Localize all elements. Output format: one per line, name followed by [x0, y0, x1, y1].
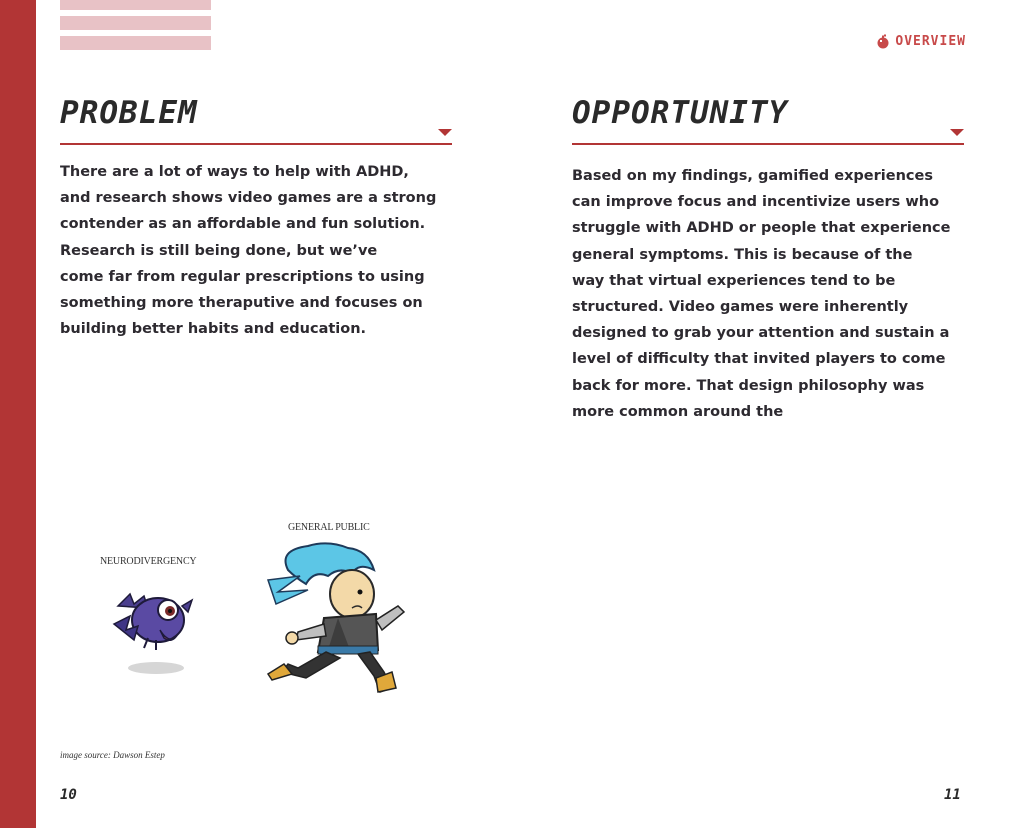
section-label-text: OVERVIEW	[895, 34, 966, 49]
heading-rule	[60, 143, 452, 145]
paragraph-line: Research is still being done, but we’ve	[60, 242, 378, 259]
page-number-left: 10	[60, 787, 77, 803]
heading-rule	[572, 143, 964, 145]
opportunity-paragraph	[572, 163, 968, 425]
stripe	[60, 0, 211, 10]
paragraph-line: building better habits and education.	[60, 321, 367, 338]
stripe	[60, 36, 211, 50]
paragraph-line: designed to grab your attention and sustain a	[572, 325, 950, 342]
paragraph-line: more common around the	[572, 403, 784, 420]
problem-paragraph	[60, 159, 456, 342]
paragraph-line: general symptoms. This is because of the	[572, 246, 913, 263]
stripe	[60, 16, 211, 30]
bomb-icon	[876, 34, 890, 49]
paragraph-line: structured. Video games were inherently	[572, 299, 909, 316]
paragraph-line: way that virtual experiences tend to be	[572, 272, 896, 289]
paragraph-line: contender as an affordable and fun solution.	[60, 216, 426, 233]
paragraph-line: level of difficulty that invited players to come	[572, 351, 946, 368]
paragraph-line: There are a lot of ways to help with ADHD,	[60, 164, 409, 180]
triangle-marker-icon	[950, 129, 964, 136]
paragraph-line: something more theraputive and focuses on	[60, 295, 423, 312]
triangle-marker-icon	[438, 129, 452, 136]
page-number-right: 11	[944, 787, 961, 803]
running-character-illustration	[248, 540, 418, 700]
paragraph-line: back for more. That design philosophy was	[572, 377, 925, 394]
page-edge-band	[0, 0, 36, 828]
paragraph-line: can improve focus and incentivize users who	[572, 194, 940, 211]
decorative-stripes	[60, 0, 211, 56]
bat-creature-illustration	[108, 576, 198, 678]
paragraph-line: come far from regular prescriptions to using	[60, 268, 425, 285]
paragraph-line: and research shows video games are a strong	[60, 190, 437, 207]
caption-general-public: GENERAL PUBLIC	[288, 522, 370, 533]
problem-heading: PROBLEM	[60, 95, 198, 131]
section-label	[876, 34, 966, 49]
caption-neurodivergency: NEURODIVERGENCY	[100, 556, 197, 567]
opportunity-heading: OPPORTUNITY	[572, 95, 789, 131]
paragraph-line: struggle with ADHD or people that experience	[572, 220, 951, 237]
paragraph-line: Based on my findings, gamified experiences	[572, 168, 933, 184]
image-source-credit: image source: Dawson Estep	[60, 750, 165, 760]
